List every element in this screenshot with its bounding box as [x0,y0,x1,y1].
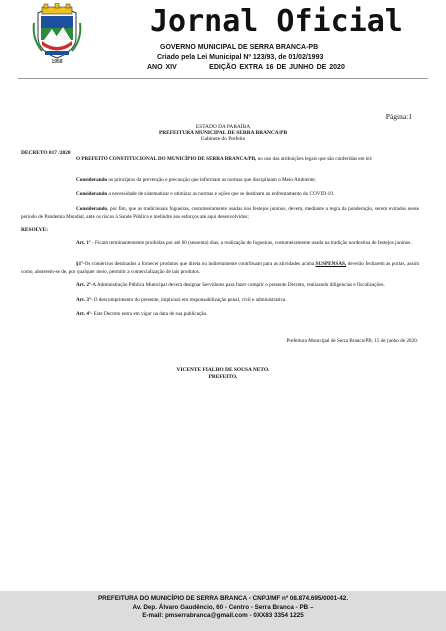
state-name: ESTADO DA PARAÍBA [195,124,251,130]
preamble-text: no uso das atribuições legais que são conferidas em lei: [256,156,373,162]
signatory-role: PREFEITO. [208,374,238,380]
article-2-bold: Art. 2º [76,282,91,288]
considering-3-bold: Considerando [76,206,108,212]
municipal-coat-of-arms-icon [32,3,82,60]
preamble-paragraph [21,156,419,164]
article-2 [21,282,419,290]
creation-law: Criado pela Lei Municipal Nº 123/93, de 01/02/1993 [157,54,324,61]
paragraph-1-suspended: SUSPENSAS, [315,261,347,267]
article-3-text: - O descumprimento do presente, implicará em responsabilização penal, civil e administrativa. [90,297,287,303]
footer-contact: E-mail: pmserrabranca@gmail.com - 0XX83 3354 1225 [142,612,304,619]
considering-1 [21,177,419,185]
considering-1-text: os princípios da prevenção e precaução que informam as normas que disciplinam o Meio Ambiente; [107,177,316,183]
article-4 [21,311,419,319]
footer-cnpj: PREFEITURA DO MUNICÍPIO DE SERRA BRANCA - CNPJ/MF nº 08.874.695/0001-42. [97,595,349,602]
resolve-heading: RESOLVE: [21,227,49,233]
considering-3 [21,206,419,221]
considering-3-text: , por fim, que as tradicionais fogueiras, costumeiramente usadas nos festejos juninos, devem, mediante a regra da ponderação, serem evitados nesse período de Pandemia Mundial, ante os riscos à Saúde Pública e melindre aos esforços até aqui desenvolvidos; [21,206,419,220]
edition-line: ANO XIV EDIÇÃO EXTRA 16 DE JUNHO DE 2020 [147,64,345,71]
footer-address: Av. Dep. Álvaro Gaudêncio, 60 - Centro - Serra Branca - PB – [132,603,314,611]
considering-2-text: a necessidade de sistematizar e otimizar as normas e ações que se destinam ao enfrentamento do COVID-19. [107,191,335,197]
paragraph-1-text-b: deverão fecharem as portas, assim como, absterem-se de, por qualquer meio, permitir a comercialização de tais produtos. [21,261,419,275]
article-2-text: -A Administração Pública Municipal deverá designar Servidores para fazer cumprir o presente Decreto, realizando diligencias e fiscalizações. [90,282,385,288]
crest-year: 1958 [51,59,63,65]
cabinet-name: Gabinete do Prefeito [200,136,246,142]
article-4-text: - Este Decreto entra em vigor na data de sua publicação. [90,311,208,317]
preamble-bold: O PREFEITO CONSTITUCIONAL DO MUNICÍPIO DE SERRA BRANCA/PB, [76,156,257,162]
place-and-date: Prefeitura Municipal de Serra Branca/PB, 15 de junho de 2020. [286,338,418,344]
government-name: GOVERNO MUNICIPAL DE SERRA BRANCA-PB [160,44,319,51]
header-divider [18,78,428,79]
page-number: Página:1 [385,112,412,121]
article-1 [21,240,419,248]
considering-2 [21,191,419,199]
considering-1-bold: Considerando [76,177,108,183]
prefecture-name: PREFEITURA MUNICIPAL DE SERRA BRANCA/PB [158,130,288,136]
paragraph-1-bold: §1º [76,261,83,267]
article-4-bold: Art. 4º [76,311,91,317]
article-3-bold: Art. 3º [76,297,91,303]
decree-number: DECRETO 017 /2020 [21,150,71,156]
article-3 [21,297,419,305]
signatory-name: VICENTE FIALHO DE SOUSA NETO. [176,367,270,373]
considering-2-bold: Considerando [76,191,108,197]
article-1-text: - Ficam terminantemente proibidas por até 60 (sessenta) dias, a realização de fogueiras, costumeiramente usada na tradição nordestina de festejos juninos. [90,240,412,246]
paragraph-1 [21,261,419,276]
paragraph-1-text-a: -Os comércios destinados a fornecer produtos que direta ou indiretamente contribuam para as atividades acima [82,261,316,267]
gazette-title: Jornal Oficial [150,4,403,39]
footer [0,591,446,631]
article-1-bold: Art. 1º [76,240,91,246]
